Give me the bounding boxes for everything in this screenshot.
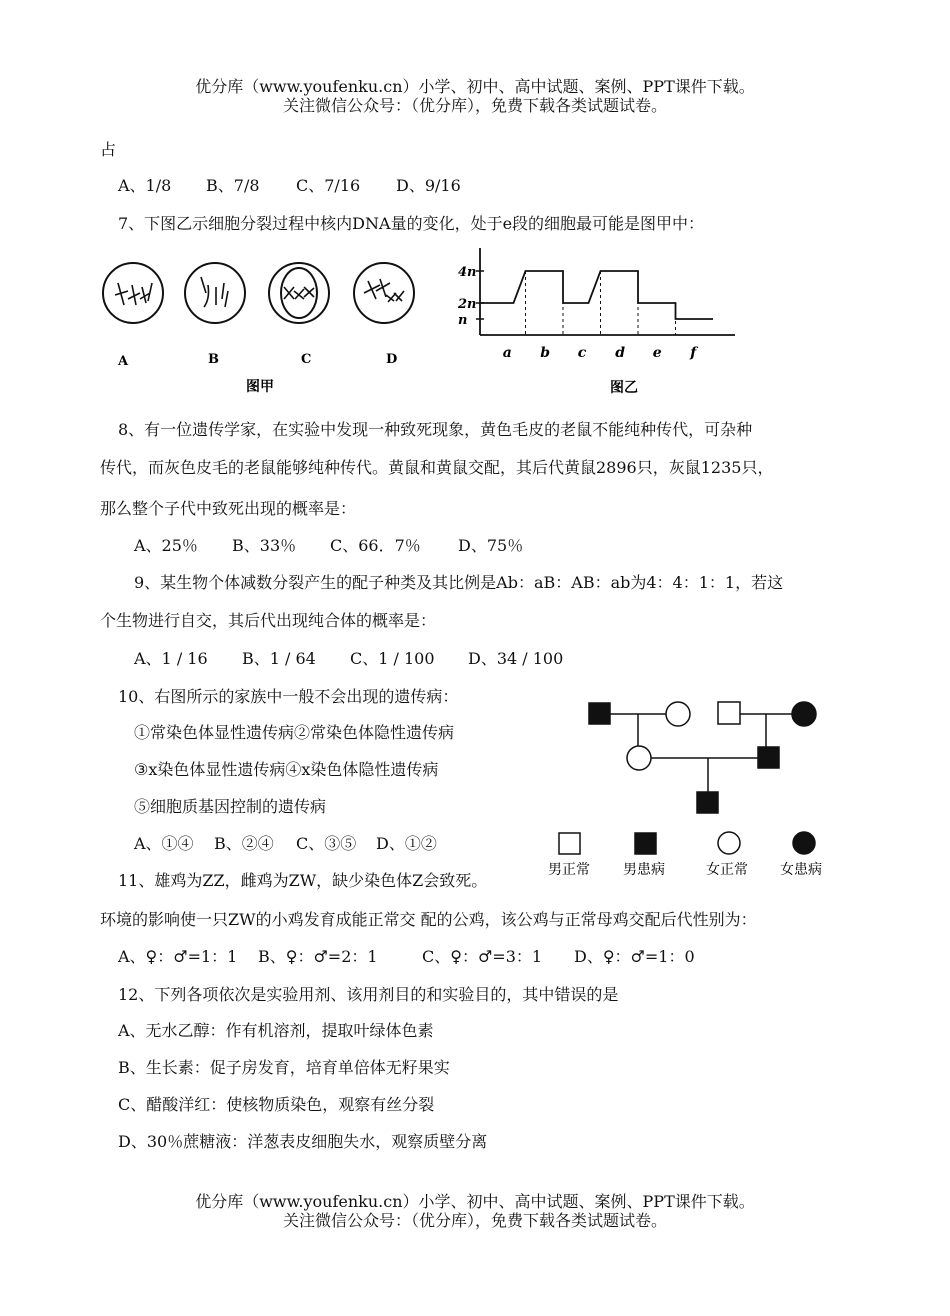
- gen2-male-affected: [758, 747, 779, 768]
- q9-option-d: D、34 / 100: [468, 649, 564, 668]
- header-line-2: 关注微信公众号：（优分库），免费下载各类试题试卷。: [282, 96, 667, 115]
- q11-option-d: D、♀：♂=1：0: [574, 947, 695, 966]
- q8-option-b: B、33％: [232, 536, 297, 555]
- y-tick-label: 2n: [458, 297, 477, 312]
- q8-option-a: A、25％: [134, 536, 198, 555]
- dna-series-line: [480, 271, 713, 319]
- q11-options: [118, 947, 695, 967]
- q10-option-d: D、①②: [376, 834, 437, 853]
- legend-female-affected-icon: [793, 832, 815, 854]
- gen1-male-normal: [718, 702, 740, 724]
- legend-male-normal: 男正常: [548, 862, 590, 878]
- q9-option-a: A、1 / 16: [134, 649, 208, 668]
- q10-item-1: ①常染色体显性遗传病②常染色体隐性遗传病: [134, 723, 455, 742]
- x-label-b: b: [540, 345, 551, 361]
- legend-male-affected: 男患病: [623, 862, 665, 878]
- q6-option-b: B、7/8: [206, 176, 260, 195]
- y-tick-label: n: [458, 313, 468, 328]
- cell-d: [354, 263, 414, 323]
- gen1-female-affected: [792, 702, 816, 726]
- legend-female-normal: 女正常: [706, 862, 748, 878]
- legend-female-affected: 女患病: [780, 862, 822, 878]
- x-label-f: f: [690, 345, 697, 361]
- q8-line-2: 传代，而灰色皮毛的老鼠能够纯种传代。黄鼠和黄鼠交配，其后代黄鼠2896只，灰鼠1235只，: [100, 458, 774, 477]
- q10-stem: 10、右图所示的家族中一般不会出现的遗传病：: [118, 687, 459, 706]
- cell-a: [103, 263, 163, 323]
- q12-option-a: A、无水乙醇：作有机溶剂，提取叶绿体色素: [118, 1021, 434, 1040]
- cell-c-label: C: [301, 352, 312, 367]
- q9-line-2: 个生物进行自交，其后代出现纯合体的概率是：: [100, 611, 437, 630]
- q6-option-a: A、1/8: [118, 176, 172, 195]
- q12-option-b: B、生长素：促子房发育，培育单倍体无籽果实: [118, 1058, 450, 1077]
- q8-option-d: D、75％: [458, 536, 524, 555]
- q10-option-b: B、②④: [214, 834, 274, 853]
- figure-yi-chart: [450, 240, 750, 400]
- q9-option-c: C、1 / 100: [350, 649, 435, 668]
- legend-male-affected-icon: [635, 833, 656, 854]
- q8-options: [134, 536, 523, 556]
- cell-b-label: B: [208, 352, 219, 367]
- cell-c: [269, 263, 329, 323]
- q12-stem: 12、下列各项依次是实验用剂、该用剂目的和实验目的，其中错误的是: [118, 985, 619, 1004]
- figure-jia-caption: 图甲: [246, 379, 274, 395]
- x-label-c: c: [577, 345, 587, 361]
- footer-line-2: 关注微信公众号：（优分库），免费下载各类试题试卷。: [282, 1211, 667, 1230]
- header-line-1: 优分库（www.youfenku.cn）小学、初中、高中试题、案例、PPT课件下载。: [195, 77, 755, 96]
- q8-line-1: 8、有一位遗传学家，在实验中发现一种致死现象，黄色毛皮的老鼠不能纯种传代，可杂种: [118, 420, 753, 439]
- q10-option-a: A、①④: [134, 834, 194, 853]
- q12-option-c: C、醋酸洋红：使核物质染色，观察有丝分裂: [118, 1095, 435, 1114]
- q10-item-3: ⑤细胞质基因控制的遗传病: [134, 797, 327, 816]
- q6-option-c: C、7/16: [296, 176, 361, 195]
- q11-option-b: B、♀：♂=2：1: [258, 947, 378, 966]
- q7-stem: 7、下图乙示细胞分裂过程中核内DNA量的变化，处于e段的细胞最可能是图甲中：: [118, 214, 705, 233]
- q9-options: [134, 649, 563, 669]
- y-tick-label: 4n: [458, 265, 477, 280]
- cell-a-label: A: [118, 354, 129, 369]
- q6-options: [118, 176, 461, 196]
- pedigree-chart: [540, 695, 840, 885]
- figure-yi-caption: 图乙: [610, 380, 638, 396]
- q8-option-c: C、66．7％: [330, 536, 421, 555]
- gen2-female-normal: [627, 746, 651, 770]
- q9-line-1: 9、某生物个体减数分裂产生的配子种类及其比例是Ab：aB：AB：ab为4：4：1：1，若这: [134, 573, 784, 592]
- q6-tail: 占: [100, 140, 117, 159]
- x-label-a: a: [502, 345, 512, 361]
- cell-d-label: D: [386, 352, 398, 367]
- gen3-male-affected: [697, 792, 718, 813]
- q8-line-3: 那么整个子代中致死出现的概率是：: [100, 499, 357, 518]
- q11-option-a: A、♀：♂=1：1: [118, 947, 238, 966]
- figure-jia: [98, 255, 438, 400]
- q12-option-d: D、30％蔗糖液：洋葱表皮细胞失水，观察质壁分离: [118, 1132, 488, 1151]
- q11-line-2: 环境的影响使一只ZW的小鸡发育成能正常交 配的公鸡，该公鸡与正常母鸡交配后代性别为：: [100, 910, 757, 929]
- legend-male-normal-icon: [559, 833, 580, 854]
- q10-item-2: ③x染色体显性遗传病④x染色体隐性遗传病: [134, 760, 439, 779]
- q9-option-b: B、1 / 64: [242, 649, 316, 668]
- legend-female-normal-icon: [718, 832, 740, 854]
- q11-line-1: 11、雄鸡为ZZ，雌鸡为ZW，缺少染色体Z会致死。: [118, 871, 488, 890]
- x-label-d: d: [615, 345, 626, 361]
- footer-line-1: 优分库（www.youfenku.cn）小学、初中、高中试题、案例、PPT课件下载。: [195, 1192, 755, 1211]
- q6-option-d: D、9/16: [396, 176, 461, 195]
- q11-option-c: C、♀：♂=3：1: [422, 947, 543, 966]
- x-label-e: e: [652, 345, 662, 361]
- gen1-male-affected: [589, 703, 610, 724]
- gen1-female-normal: [666, 702, 690, 726]
- q10-options: [134, 834, 437, 854]
- q10-option-c: C、③⑤: [296, 834, 357, 853]
- cell-b: [185, 263, 245, 323]
